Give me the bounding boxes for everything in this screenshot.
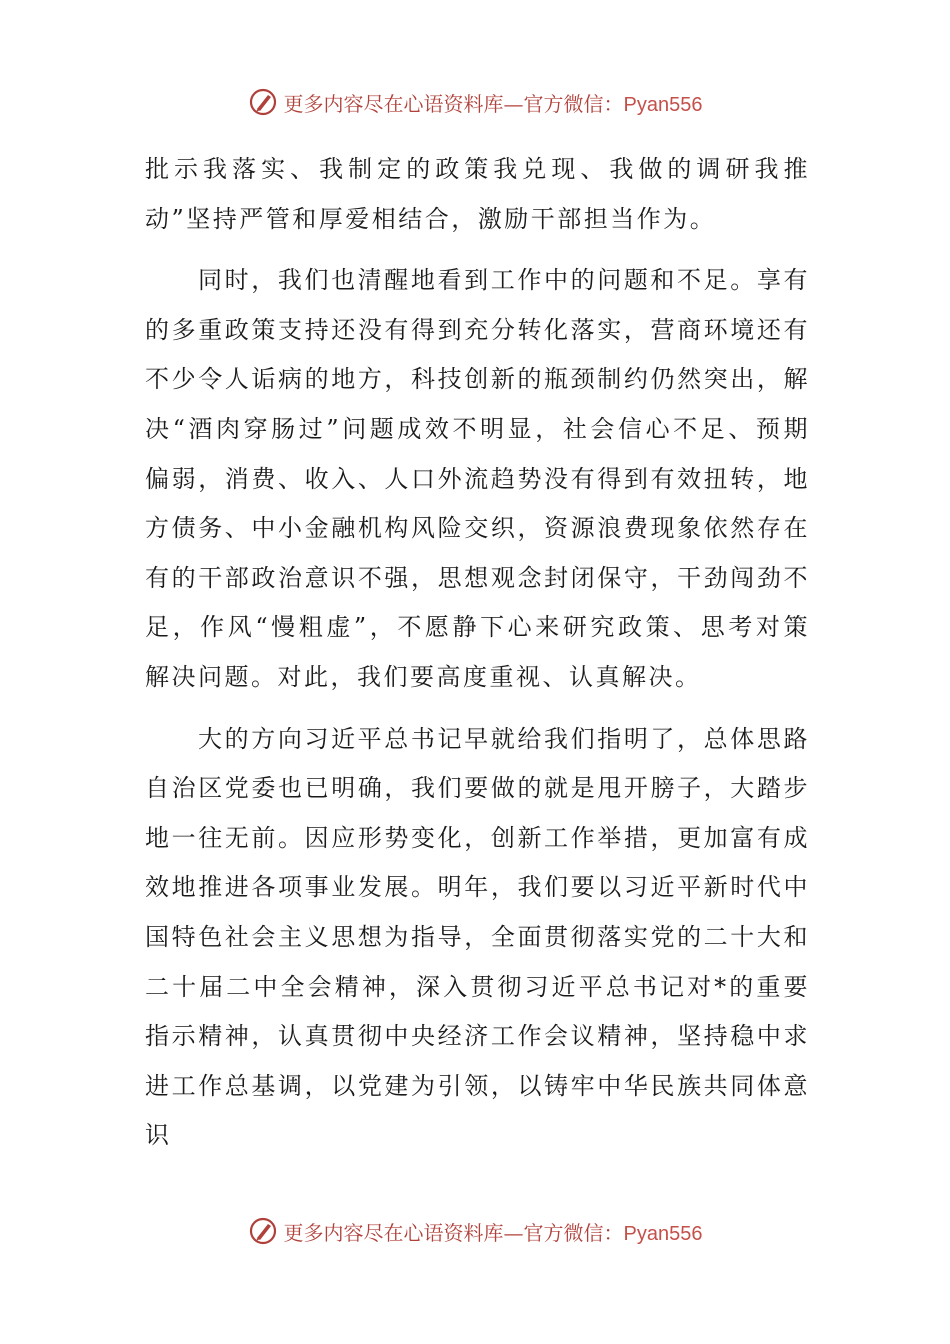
header-wechat-id: Pyan556 (623, 93, 703, 116)
header-site-text: 更多内容尽在心语资料库—官方微信： (283, 91, 624, 116)
paragraph-continued: 批示我落实、我制定的政策我兑现、我做的调研我推动”坚持严管和厚爱相结合，激励干部担当作为。 (145, 155, 810, 233)
footer-site-text: 更多内容尽在心语资料库—官方微信： (283, 1220, 624, 1245)
paragraph-problems: 同时，我们也清醒地看到工作中的问题和不足。享有的多重政策支持还没有得到充分转化落实，营商环境还有不少令人诟病的地方，科技创新的瓶颈制约仍然突出，解决“酒肉穿肠过”问题成效不明显，社会信心不足、预期偏弱，消费、收入、人口外流趋势没有得到有效扭转，地方债务、中小金融机构风险交织，资源浪费现象依然存在有的干部政治意识不强，思想观念封闭保守，干劲闯劲不足，作风“慢粗虚”，不愿静下心来研究政策、思考对策解决问题。对此，我们要高度重视、认真解决。 (145, 266, 810, 691)
footer-wechat-id: Pyan556 (623, 1222, 703, 1245)
paragraph-direction: 大的方向习近平总书记早就给我们指明了，总体思路自治区党委也已明确，我们要做的就是甩开膀子，大踏步地一往无前。因应形势变化，创新工作举措，更加富有成效地推进各项事业发展。明年，我们要以习近平新时代中国特色社会主义思想为指导，全面贯彻落实党的二十大和二十届二中全会精神，深入贯彻习近平总书记对*的重要指示精神，认真贯彻中央经济工作会议精神，坚持稳中求进工作总基调，以党建为引领，以铸牢中华民族共同体意识 (145, 724, 810, 1150)
pen-logo-icon (248, 87, 278, 117)
header-banner (0, 82, 950, 122)
document-body (145, 145, 810, 1161)
footer-banner-text (284, 1217, 703, 1246)
header-banner-text (284, 88, 703, 117)
footer-banner (0, 1211, 950, 1251)
pen-logo-icon (248, 1216, 278, 1246)
